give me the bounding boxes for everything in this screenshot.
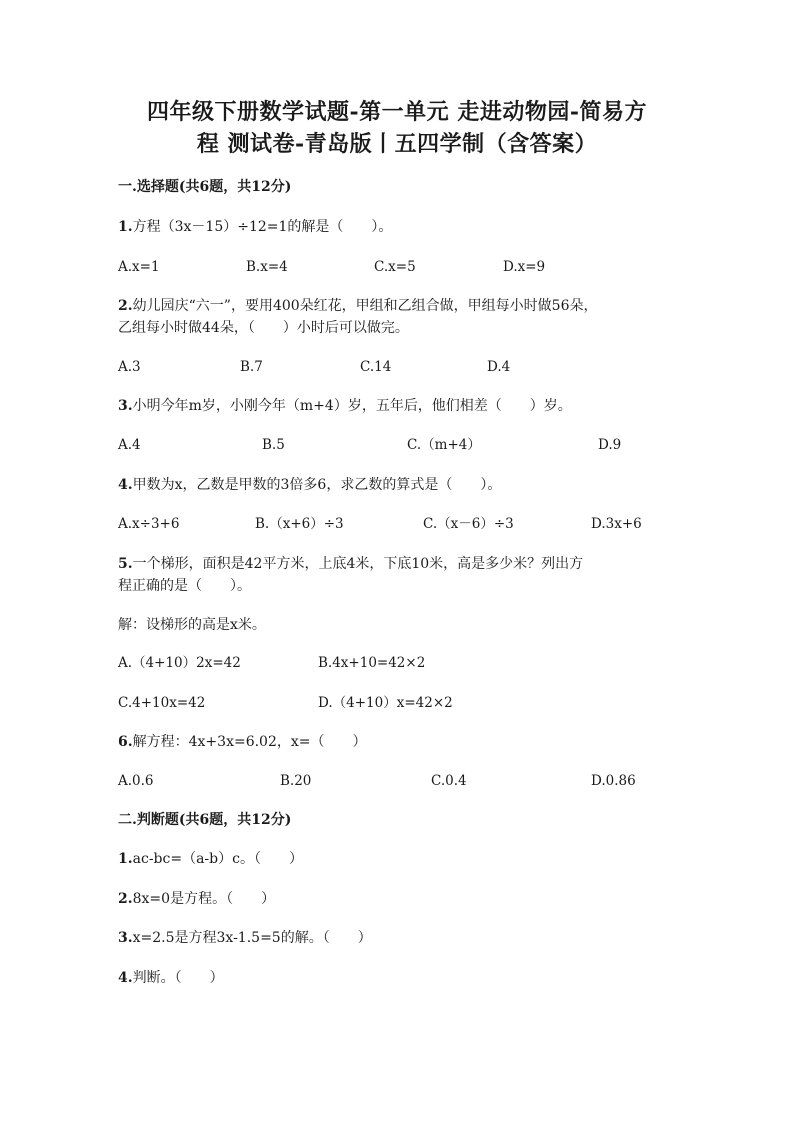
option-a: A.3 [118, 359, 141, 375]
question-text: ac-bc=（a-b）c。（ ） [132, 851, 303, 867]
question-5 [118, 553, 583, 575]
option-a: A.0.6 [118, 773, 154, 789]
section-heading-judgment: 二.判断题(共6题，共12分) [118, 812, 292, 828]
option-b: B.5 [262, 437, 285, 453]
option-b: B.x=4 [246, 259, 288, 275]
question-5-continued: 程正确的是（ ）。 [118, 578, 251, 594]
option-d: D.3x+6 [591, 516, 642, 532]
question-2 [118, 295, 597, 317]
judgment-question-1 [118, 848, 303, 870]
option-b: B.7 [240, 359, 263, 375]
question-text: 8x=0是方程。（ ） [132, 891, 276, 907]
judgment-question-2 [118, 888, 275, 910]
question-text: x=2.5是方程3x-1.5=5的解。（ ） [132, 930, 372, 946]
option-c: C.0.4 [431, 773, 467, 789]
option-b: B.（x+6）÷3 [255, 516, 344, 532]
option-d: D.（4+10）x=42×2 [318, 695, 453, 711]
option-c: C.14 [360, 359, 392, 375]
question-5-note: 解：设梯形的高是x米。 [118, 617, 266, 633]
question-text: 小明今年m岁，小刚今年（m+4）岁，五年后，他们相差（ ）岁。 [132, 398, 572, 414]
question-4 [118, 474, 501, 496]
option-c: C.（x－6）÷3 [423, 516, 514, 532]
question-3 [118, 395, 572, 417]
question-text: 判断。（ ） [132, 970, 224, 986]
option-a: A.4 [118, 437, 141, 453]
section-heading-choice: 一.选择题(共6题，共12分) [118, 179, 292, 195]
option-b: B.20 [280, 773, 312, 789]
judgment-question-3 [118, 927, 372, 949]
question-text: 解方程：4x+3x=6.02，x=（ ） [132, 734, 367, 750]
option-c: C.（m+4） [407, 437, 481, 453]
option-c: C.x=5 [374, 259, 416, 275]
question-number: 1. [118, 219, 133, 235]
document-title [60, 96, 734, 160]
question-text: 一个梯形，面积是42平方米，上底4米，下底10米，高是多少米？列出方 [132, 556, 584, 572]
question-number: 6. [118, 734, 133, 750]
question-2-continued: 乙组每小时做44朵，（ ）小时后可以做完。 [118, 320, 409, 336]
question-text: 方程（3x－15）÷12=1的解是（ ）。 [132, 219, 393, 235]
question-number: 3. [118, 398, 133, 414]
judgment-question-4 [118, 967, 224, 989]
question-number: 2. [118, 891, 133, 907]
question-number: 2. [118, 298, 133, 314]
question-number: 4. [118, 970, 133, 986]
title-line-1: 四年级下册数学试题-第一单元 走进动物园-简易方 [147, 99, 647, 125]
question-number: 4. [118, 477, 133, 493]
question-number: 1. [118, 851, 133, 867]
title-line-2: 程 测试卷-青岛版丨五四学制（含答案） [196, 131, 598, 157]
option-d: D.x=9 [503, 259, 546, 275]
question-text: 甲数为x，乙数是甲数的3倍多6，求乙数的算式是（ ）。 [132, 477, 502, 493]
option-b: B.4x+10=42×2 [318, 655, 426, 671]
question-number: 3. [118, 930, 133, 946]
option-a: A.x÷3+6 [118, 516, 180, 532]
option-d: D.4 [487, 359, 511, 375]
option-d: D.9 [598, 437, 622, 453]
option-d: D.0.86 [591, 773, 636, 789]
question-1 [118, 216, 392, 238]
question-text: 幼儿园庆“六一”，要用400朵红花，甲组和乙组合做，甲组每小时做56朵， [132, 298, 598, 314]
option-a: A.（4+10）2x=42 [118, 655, 241, 671]
option-c: C.4+10x=42 [118, 695, 206, 711]
question-number: 5. [118, 556, 133, 572]
question-6 [118, 731, 367, 753]
option-a: A.x=1 [118, 259, 160, 275]
